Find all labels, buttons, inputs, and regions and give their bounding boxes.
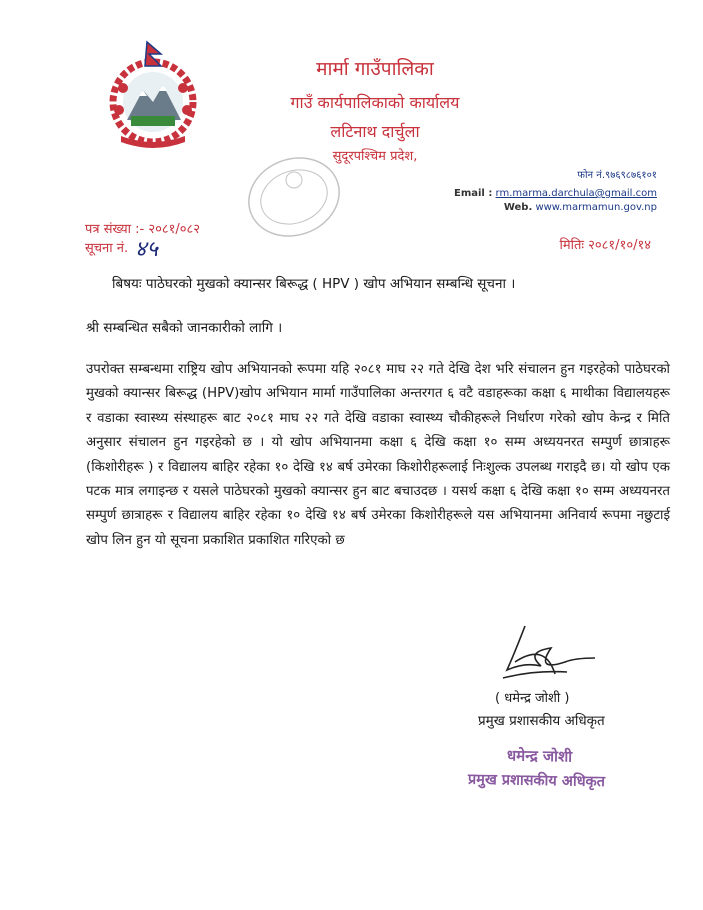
email-label: Email :	[454, 188, 493, 199]
notice-body: उपरोक्त सम्बन्धमा राष्ट्रिय खोप अभियानको रूपमा यहि २०८१ माघ २२ गते देखि देश भरि संचालन हुन गइरहेको पाठेघरको मुखको क्यान्सर बिरूद्ध (HPV)खोप अभियान मार्मा गाउँपालिका अन्तरगत ६ वटै वडाहरूका कक्षा ६ माथीका विद्यालयहरू र वडाका स्वास्थ्य संस्थाहरू बाट २०८१ माघ २२ गते देखि वडाका स्वास्थ्य चौकीहरूले निर्धारण गरेको खोप केन्द्र र मिति अनुसार संचालन हुन गइरहेको छ । यो खोप अभियानमा कक्षा ६ देखि कक्षा १० सम्म अध्ययनरत सम्पुर्ण छात्राहरू (किशोरीहरू ) र विद्यालय बाहिर रहेका १० देखि १४ बर्ष उमेरका किशोरीहरूलाई निःशुल्क उपलब्ध गराइदै छ। यो खोप एक पटक मात्र लगाइन्छ र यसले पाठेघरको मुखको क्यान्सर हुन बाट बचाउदछ । यसर्थ कक्षा ६ देखि कक्षा १० सम्म अध्ययनरत सम्पुर्ण छात्राहरू र विद्यालय बाहिर रहेका १० देखि १४ बर्ष उमेरका किशोरीहरूले यस अभियानमा अनिवार्य रूपमा नछुटाई खोप लिन हुन यो सूचना प्रकाशित प्रकाशित गरिएको छ	[86, 362, 670, 548]
email-link[interactable]: rm.marma.darchula@gmail.com	[495, 188, 657, 199]
letter-date: मितिः २०८१/१०/१४	[559, 238, 651, 253]
office-name: मार्मा गाउँपालिका	[316, 58, 434, 80]
letter-number: पत्र संख्या :- २०८१/०८२	[85, 222, 201, 237]
office-subtitle: गाउँ कार्यपालिकाको कार्यालय	[290, 93, 460, 112]
contact-email-row	[454, 189, 657, 199]
stamp-title: प्रमुख प्रशासकीय अधिकृत	[467, 771, 606, 791]
subject-line: बिषयः पाठेघरको मुखको क्यान्सर बिरूद्ध ( HPV ) खोप अभियान सम्बन्धि सूचना ।	[112, 276, 516, 292]
signatory-name: ( धमेन्द्र जोशी )	[495, 691, 570, 706]
web-link[interactable]: www.marmamun.gov.np	[535, 202, 657, 213]
handwritten-signature-icon	[495, 622, 605, 684]
salutation: श्री सम्बन्धित सबैको जानकारीको लागि ।	[86, 320, 283, 336]
notice-number: ४५	[135, 237, 158, 262]
contact-web-row	[504, 203, 657, 213]
contact-phone: फोन नं.९७६९८७६१०१	[577, 170, 657, 181]
office-location: लटिनाथ दार्चुला	[330, 122, 420, 141]
office-seal-icon	[244, 152, 344, 242]
office-province: सुदूरपश्चिम प्रदेश,	[332, 149, 418, 164]
stamp-name: धमेन्द्र जोशी	[506, 746, 573, 766]
web-label: Web.	[503, 202, 533, 213]
government-emblem-icon	[103, 40, 203, 150]
signatory-title: प्रमुख प्रशासकीय अधिकृत	[478, 713, 605, 729]
notice-label: सूचना नं.	[85, 241, 129, 256]
